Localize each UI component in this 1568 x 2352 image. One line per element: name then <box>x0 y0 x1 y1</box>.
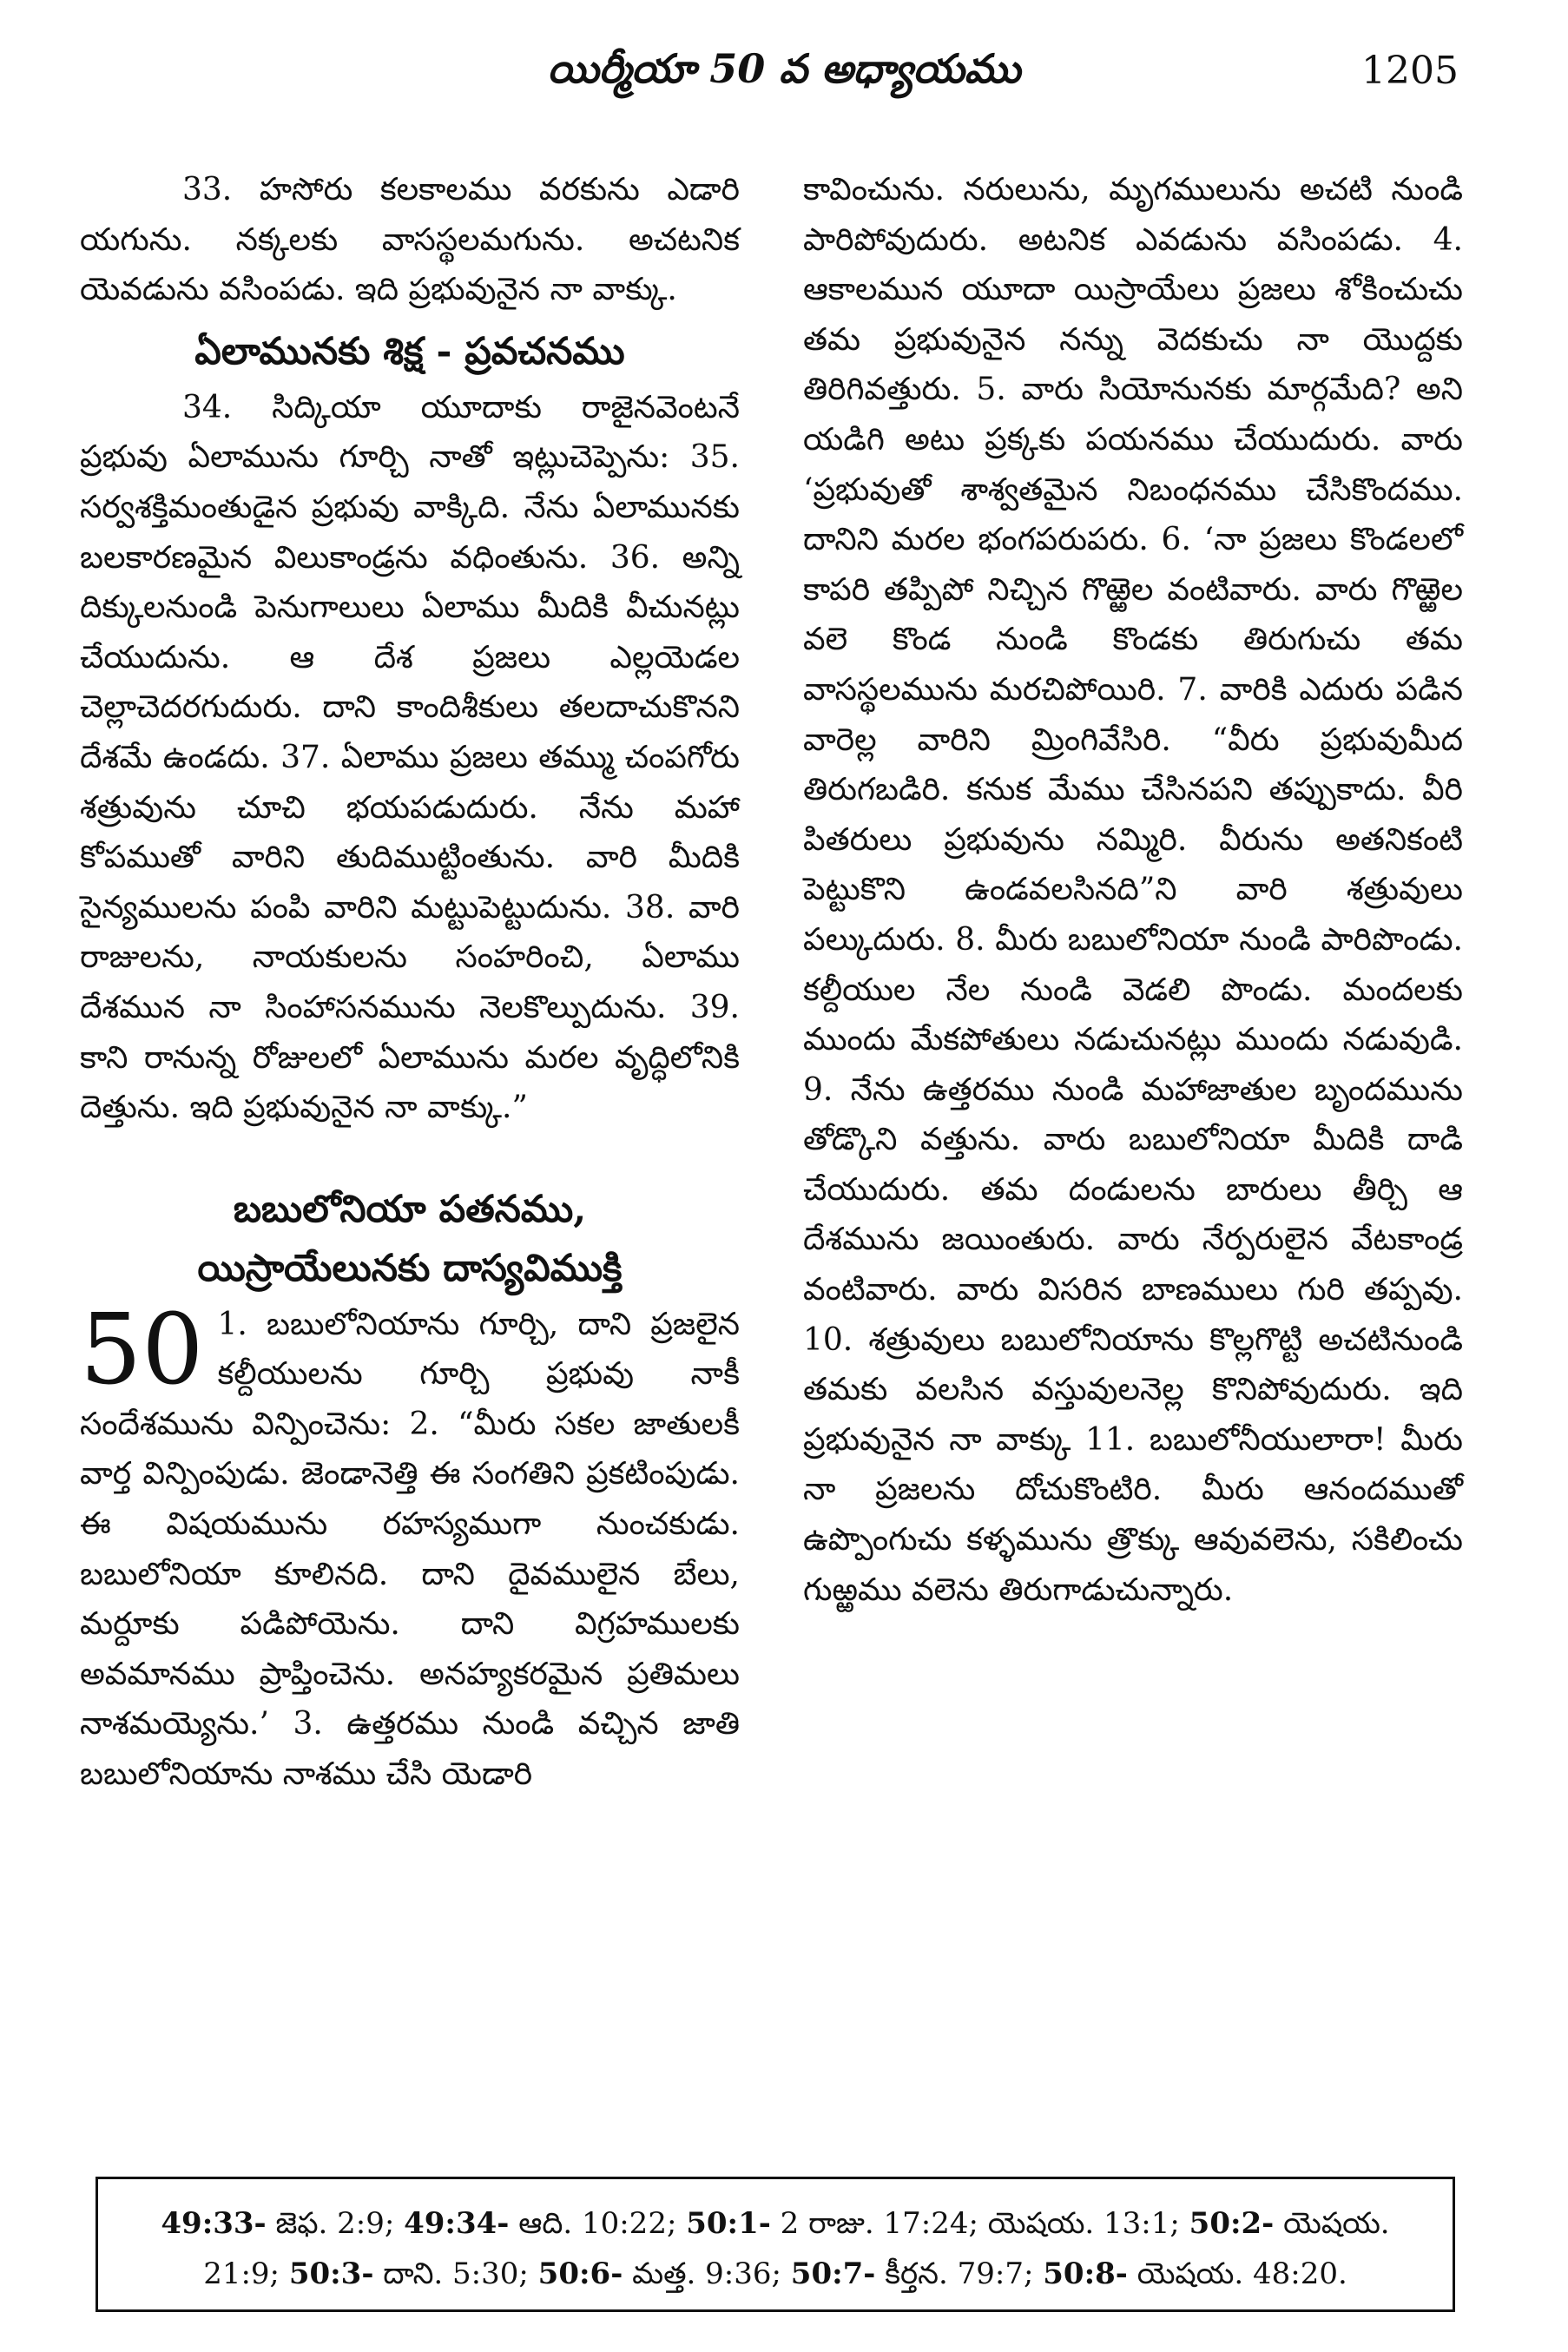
ref-value: ఆది. 10:22; <box>509 2206 687 2241</box>
ref-value: 2 రాజు. 17:24; యెషయ. 13:1; <box>770 2206 1189 2241</box>
left-column <box>80 165 740 1800</box>
verses-34-39: 34. సిద్కియా యూదాకు రాజైనవెంటనే ప్రభువు ఏలామును గూర్చి నాతో ఇట్లుచెప్పెను: 35. సర్వశక్తిమంతుడైన ప్రభువు వాక్కిది. నేను ఏలామునకు బలకారణమైన విలుకాండ్రను వధింతును. 36. అన్ని దిక్కులనుండి పెనుగాలులు ఏలాము మీదికి వీచునట్లు చేయుదును. ఆ దేశ ప్రజలు ఎల్లయెడల చెల్లాచెదరగుదురు. దాని కాందిశీకులు తలదాచుకొనని దేశమే ఉండదు. 37. ఏలాము ప్రజలు తమ్ము చంపగోరు శత్రువును చూచి భయపడుదురు. నేను మహా కోపముతో వారిని తుదిముట్టింతును. వారి మీదికి సైన్యములను పంపి వారిని మట్టుపెట్టుదును. 38. వారి రాజులను, నాయకులను సంహరించి, ఏలాము దేశమున నా సింహాసనమును నెలకొల్పుదును. 39. కాని రానున్న రోజులలో ఏలామును మరల వృద్ధిలోనికి దెత్తును. ఇది ప్రభువునైన నా వాక్కు.” <box>80 389 740 1126</box>
ref-value: యెషయ. 48:20. <box>1127 2256 1347 2291</box>
ref-value: దాని. 5:30; <box>373 2256 538 2291</box>
section-heading-babylon-1: బబులోనియా పతనము, <box>233 1187 587 1231</box>
ref-value: మత్త. 9:36; <box>623 2256 791 2291</box>
section-heading-elam: ఏలామునకు శిక్ష - ప్రవచనము <box>194 329 625 373</box>
page-header <box>0 45 1568 106</box>
chapter-50-start <box>80 1293 740 1800</box>
ref-key: 50:2- <box>1189 2206 1275 2241</box>
ref-value: కీర్తన. 79:7; <box>875 2256 1044 2291</box>
ref-value: యెషయ. 21:9; <box>203 2206 1390 2291</box>
right-column <box>803 165 1463 1615</box>
ref-key: 50:7- <box>790 2256 876 2291</box>
page-number: 1205 <box>1361 49 1459 93</box>
ref-key: 50:8- <box>1043 2256 1128 2291</box>
ref-value: జెఫ. 2:9; <box>266 2206 405 2241</box>
verses-50-1-3: 1. బబులోనియాను గూర్చి, దాని ప్రజలైన కల్దీయులను గూర్చి ప్రభువు నాకీ సందేశమును విన్పించెను: 2. “మీరు సకల జాతులకీ వార్త విన్పింపుడు. జెండానెత్తి ఈ సంగతిని ప్రకటింపుడు. ఈ విషయమును రహస్యముగా నుంచకుడు. బబులోనియా కూలినది. దాని దైవములైన బేలు, మర్దూకు పడిపోయెను. దాని విగ్రహములకు అవమానము ప్రాప్తించెను. అనహ్యకరమైన ప్రతిమలు నాశమయ్యెను.’ 3. ఉత్తరము నుండి వచ్చిన జాతి బబులోనియాను నాశము చేసి యెడారి <box>80 1306 740 1793</box>
chapter-title: యిర్మీయా 50 వ అధ్యాయము <box>547 45 1021 92</box>
cross-references-box <box>96 2177 1455 2312</box>
chapter-dropcap: 50 <box>80 1293 204 1407</box>
ref-key: 50:1- <box>686 2206 771 2241</box>
ref-key: 49:34- <box>404 2206 510 2241</box>
ref-key: 50:3- <box>288 2256 374 2291</box>
section-heading-babylon-2: యిస్రాయేలునకు దాస్యవిముక్తి <box>197 1246 623 1290</box>
verse-33: 33. హసోరు కలకాలము వరకును ఎడారి యగును. నక్కలకు వాసస్థలమగును. అచటనిక యెవడును వసింపడు. ఇది ప్రభువునైన నా వాక్కు. <box>80 172 740 308</box>
ref-key: 49:33- <box>161 2206 267 2241</box>
verses-50-3-11: కావించును. నరులును, మృగములును అచటి నుండి పారిపోవుదురు. అటనిక ఎవడును వసింపడు. 4. ఆకాలమున యూదా యిస్రాయేలు ప్రజలు శోకించుచు తమ ప్రభువునైన నన్ను వెదకుచు నా యొద్దకు తిరిగివత్తురు. 5. వారు సియోనునకు మార్గమేది? అని యడిగి అటు ప్రక్కకు పయనము చేయుదురు. వారు ‘ప్రభువుతో శాశ్వతమైన నిబంధనము చేసికొందము. దానిని మరల భంగపరుపరు. 6. ‘నా ప్రజలు కొండలలో కాపరి తప్పిపో నిచ్చిన గొఱ్ఱెల వంటివారు. వారు గొఱ్ఱెల వలె కొండ నుండి కొండకు తిరుగుచు తమ వాసస్థలమును మరచిపోయిరి. 7. వారికి ఎదురు పడిన వారెల్ల వారిని మ్రింగివేసిరి. “వీరు ప్రభువుమీద తిరుగబడిరి. కనుక మేము చేసినపని తప్పుకాదు. వీరి పితరులు ప్రభువును నమ్మిరి. వీరును అతనికంటి పెట్టుకొని ఉండవలసినది”ని వారి శత్రువులు పల్కుదురు. 8. మీరు బబులోనియా నుండి పారిపొండు. కల్దీయుల నేల నుండి వెడలి పొండు. మందలకు ముందు మేకపోతులు నడుచునట్లు ముందు నడువుడి. 9. నేను ఉత్తరము నుండి మహాజాతుల బృందమును తోడ్కొని వత్తును. వారు బబులోనియా మీదికి దాడి చేయుదురు. తమ దండులను బారులు తీర్చి ఆ దేశమును జయింతురు. వారు నేర్పరులైన వేటకాండ్ర వంటివారు. వారు విసరిన బాణములు గురి తప్పవు. 10. శత్రువులు బబులోనియాను కొల్లగొట్టి అచటినుండి తమకు వలసిన వస్తువులనెల్ల కొనిపోవుదురు. ఇది ప్రభువునైన నా వాక్కు 11. బబులోనీయులారా! మీరు నా ప్రజలను దోచుకొంటిరి. మీరు ఆనందముతో ఉప్పొంగుచు కళ్ళమును త్రొక్కు ఆవువలెను, సకిలించు గుఱ్ఱము వలెను తిరుగాడుచున్నారు. <box>803 172 1463 1608</box>
ref-key: 50:6- <box>537 2256 623 2291</box>
